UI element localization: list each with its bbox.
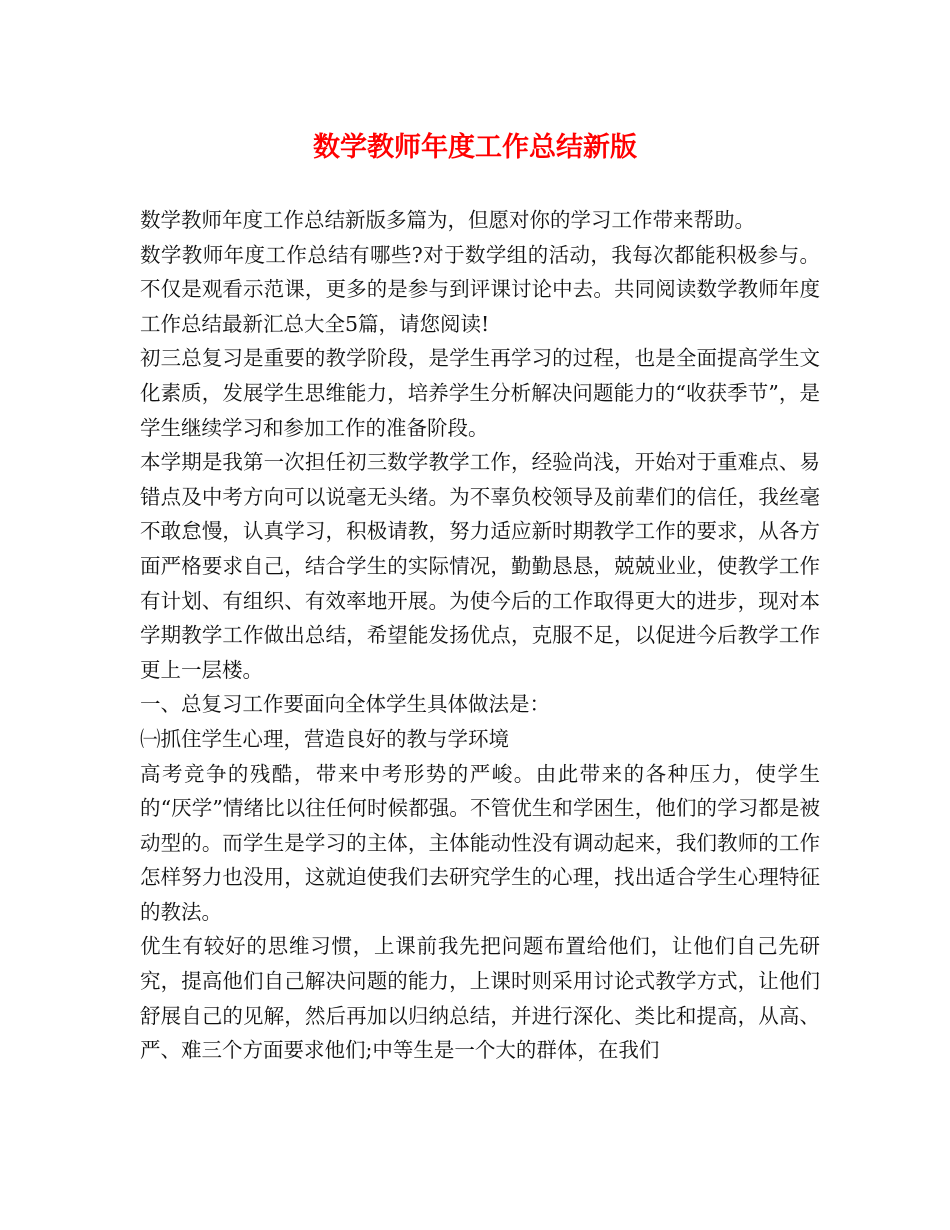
paragraph-student-psychology: 高考竞争的残酷，带来中考形势的严峻。由此带来的各种压力，使学生的“厌学”情绪比以往任何时候都强。不管优生和学困生，他们的学习都是被动型的。而学生是学习的主体，主体能动性没有调动起来，我们教师的工作怎样努力也没用，这就迫使我们去研究学生的心理，找出适合学生心理特征的教法。 bbox=[140, 761, 820, 924]
subsection-heading-1: ㈠抓住学生心理，营造良好的教与学环境 bbox=[140, 726, 509, 751]
paragraph-top-students: 优生有较好的思维习惯，上课前我先把问题布置给他们，让他们自己先研究，提高他们自己解决问题的能力，上课时则采用讨论式教学方式，让他们舒展自己的见解，然后再加以归纳总结，并进行深化、类比和提高，从高、严、难三个方面要求他们;中等生是一个大的群体，在我们 bbox=[140, 934, 820, 1063]
document-body bbox=[140, 203, 820, 1068]
paragraph-overview: 数学教师年度工作总结有哪些?对于数学组的活动，我每次都能积极参与。不仅是观看示范课，更多的是参与到评课讨论中去。共同阅读数学教师年度工作总结最新汇总大全5篇，请您阅读! bbox=[140, 242, 820, 336]
document-title: 数学教师年度工作总结新版 bbox=[313, 132, 637, 163]
paragraph-intro: 数学教师年度工作总结新版多篇为，但愿对你的学习工作带来帮助。 bbox=[140, 208, 755, 232]
paragraph-review-stage: 初三总复习是重要的教学阶段，是学生再学习的过程，也是全面提高学生文化素质，发展学生思维能力，培养学生分析解决问题能力的“收获季节”，是学生继续学习和参加工作的准备阶段。 bbox=[140, 346, 820, 440]
paragraph-semester: 本学期是我第一次担任初三数学教学工作，经验尚浅，开始对于重难点、易错点及中考方向可以说毫无头绪。为不辜负校领导及前辈们的信任，我丝毫不敢怠慢，认真学习，积极请教，努力适应新时期教学工作的要求，从各方面严格要求自己，结合学生的实际情况，勤勤恳恳，兢兢业业，使教学工作有计划、有组织、有效率地开展。为使今后的工作取得更大的进步，现对本学期教学工作做出总结，希望能发扬优点，克服不足，以促进今后教学工作更上一层楼。 bbox=[140, 450, 820, 682]
section-heading-1: 一、总复习工作要面向全体学生具体做法是： bbox=[140, 692, 550, 717]
